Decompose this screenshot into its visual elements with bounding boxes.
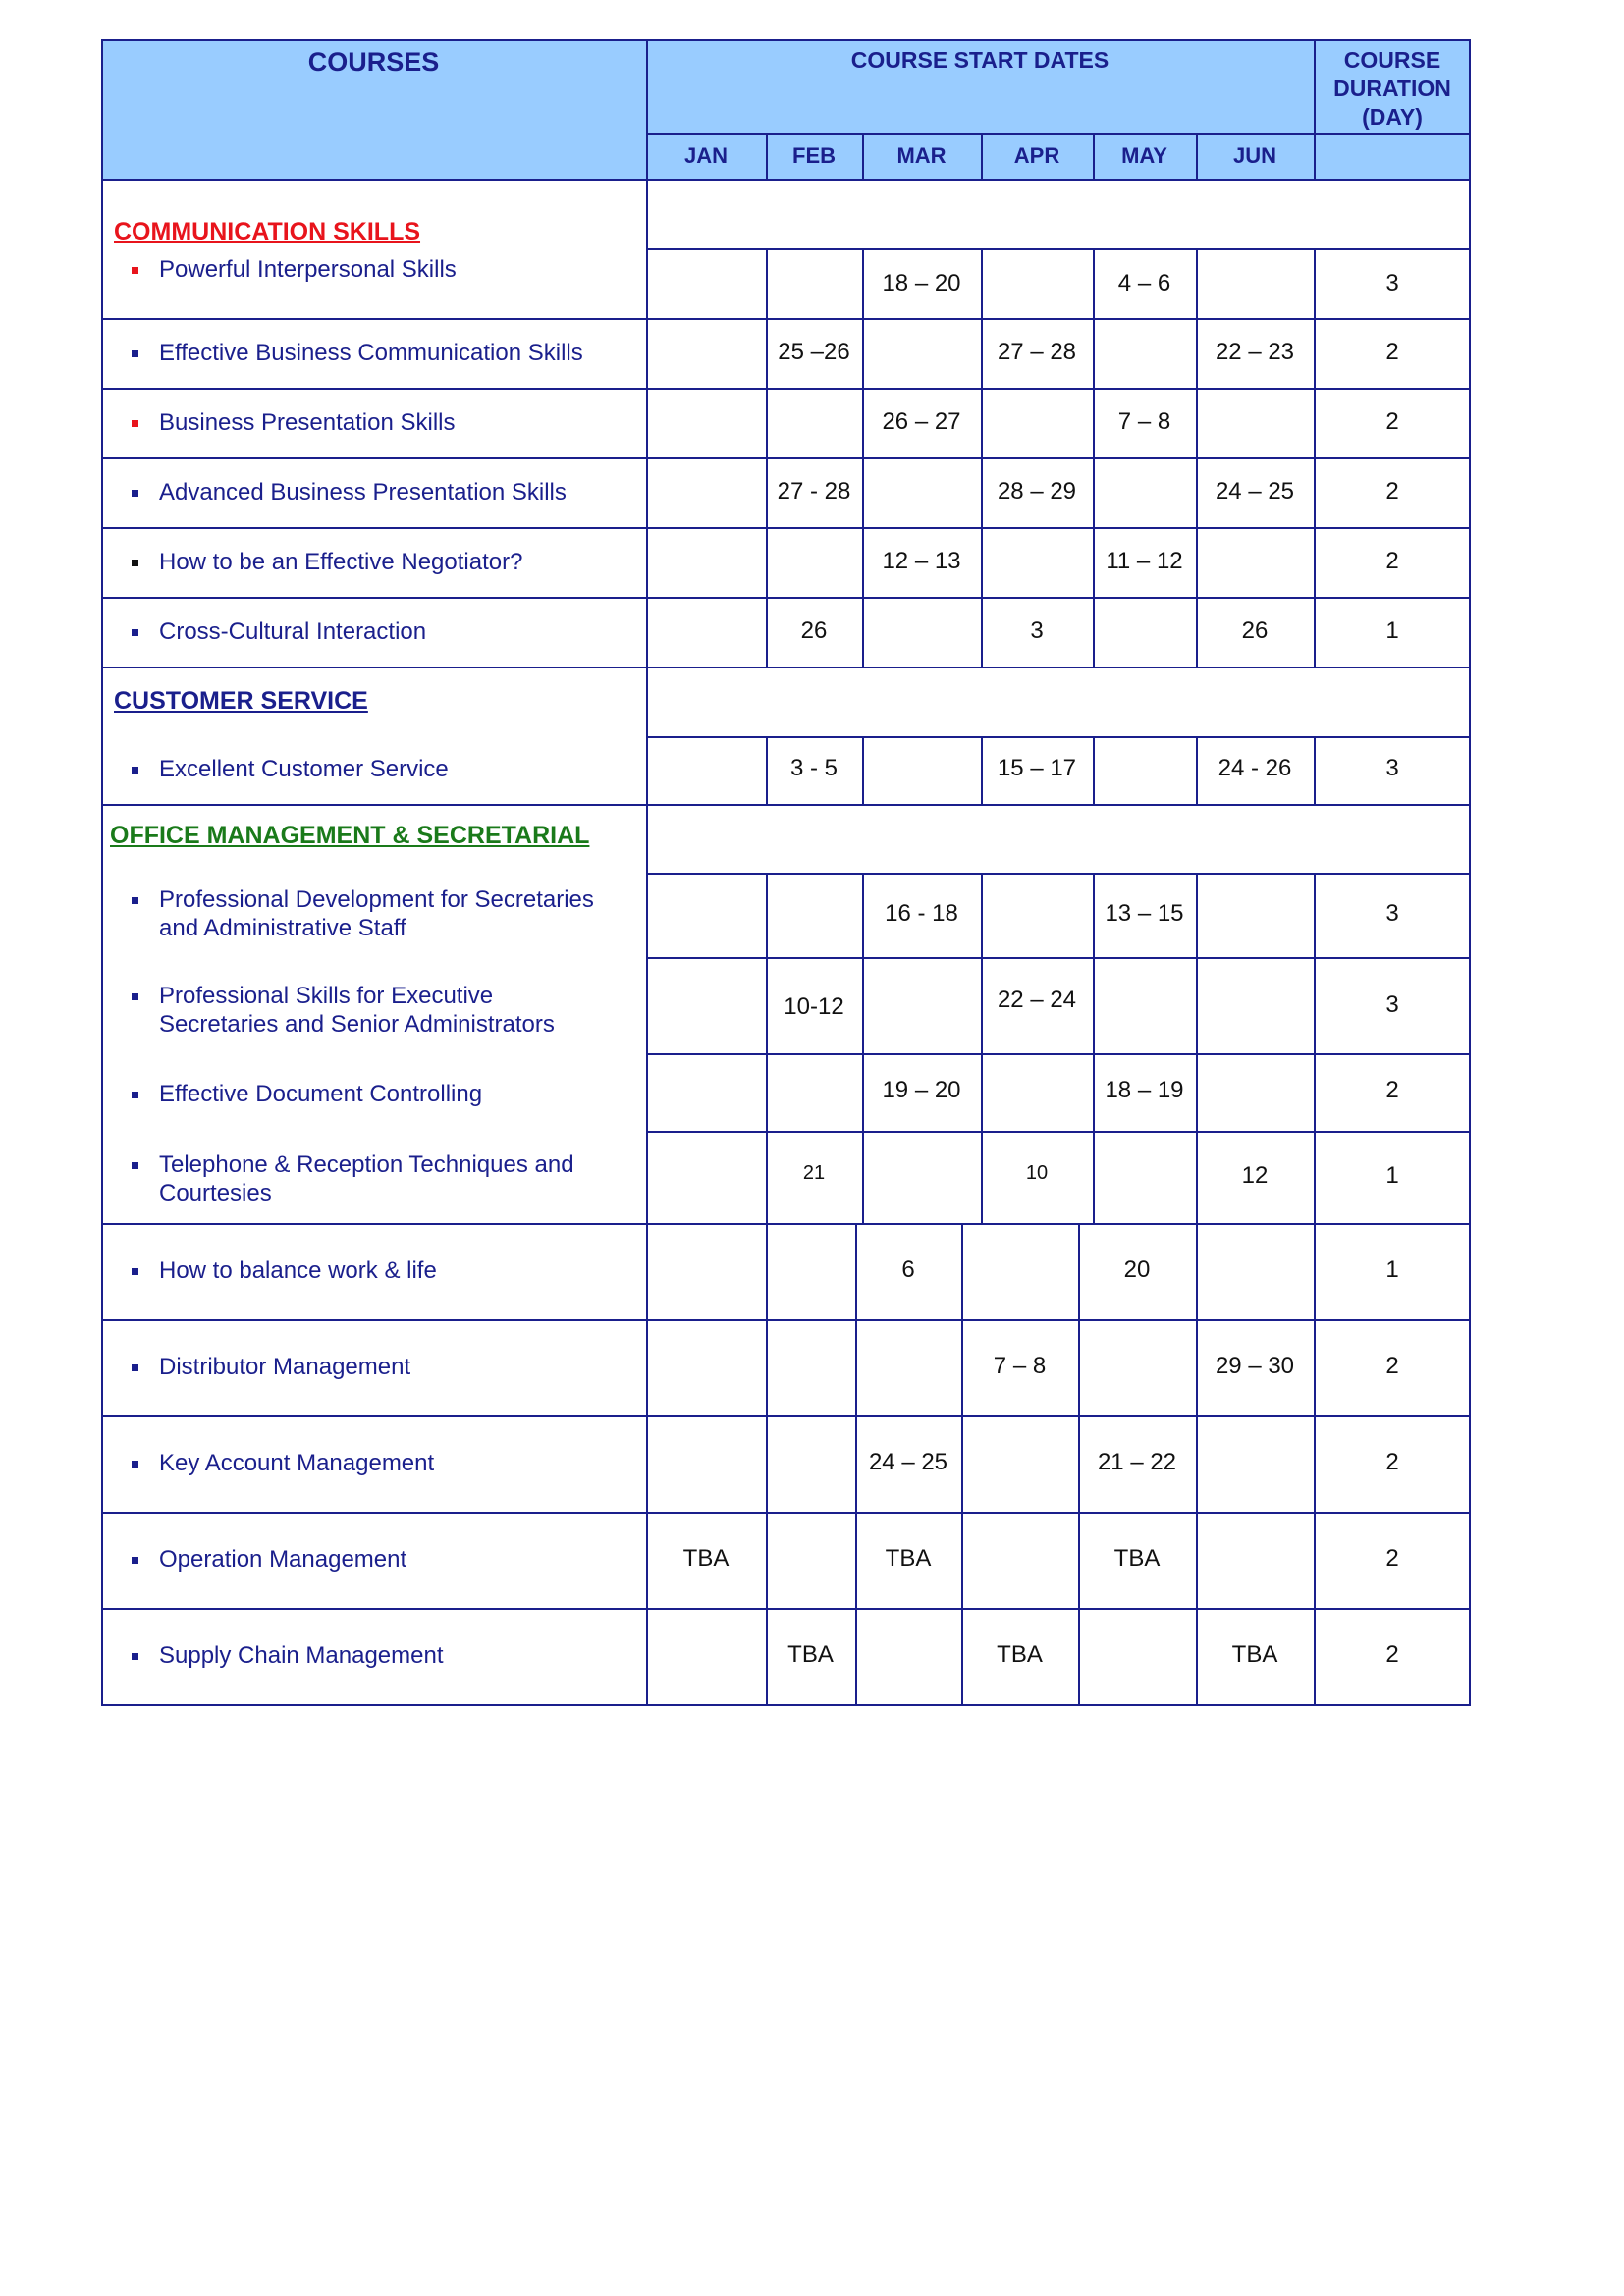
grid-line [1314, 39, 1316, 179]
date-cell-mar: 6 [901, 1256, 915, 1283]
date-cell-apr: 15 – 17 [997, 755, 1077, 781]
duration-cell: 2 [1385, 1353, 1399, 1379]
grid-line [1093, 457, 1095, 527]
grid-line [646, 1704, 1471, 1706]
bullet-icon [132, 350, 138, 357]
duration-cell: 1 [1385, 617, 1399, 644]
bullet-icon [132, 629, 138, 636]
grid-line [766, 1415, 768, 1512]
grid-line [981, 388, 983, 457]
grid-line [1093, 1131, 1095, 1223]
bullet-icon [132, 1557, 138, 1564]
grid-line [646, 1131, 1471, 1133]
grid-line [646, 1223, 1471, 1225]
month-header-feb: FEB [792, 143, 836, 168]
grid-line [1196, 1053, 1198, 1131]
grid-line [101, 318, 646, 320]
month-header-mar: MAR [896, 143, 947, 168]
date-cell-apr: 28 – 29 [997, 478, 1077, 505]
month-header-apr: APR [1013, 143, 1060, 168]
grid-line [1196, 1223, 1198, 1319]
grid-line [1196, 248, 1198, 318]
date-cell-mar: 12 – 13 [882, 548, 961, 574]
course-title: Effective Business Communication Skills [159, 340, 583, 366]
course-title: Telephone & Reception Techniques and [159, 1151, 574, 1178]
grid-line [646, 667, 1471, 668]
grid-line [862, 597, 864, 667]
date-cell-feb: 26 [800, 617, 828, 644]
grid-line [961, 1512, 963, 1608]
grid-line [646, 1319, 1471, 1321]
grid-line [101, 39, 103, 1705]
duration-cell: 1 [1385, 1256, 1399, 1283]
date-cell-jun: 24 - 26 [1218, 755, 1292, 781]
course-title: Effective Document Controlling [159, 1081, 483, 1107]
date-cell-may: 7 – 8 [1117, 408, 1171, 435]
grid-line [981, 527, 983, 597]
grid-line [981, 1053, 983, 1131]
grid-line [101, 39, 1471, 41]
grid-line [981, 133, 983, 179]
grid-line [101, 457, 646, 459]
grid-line [101, 667, 646, 668]
date-cell-apr: 3 [1030, 617, 1044, 644]
course-title: Business Presentation Skills [159, 409, 456, 436]
date-cell-may: 4 – 6 [1117, 270, 1171, 296]
grid-line [981, 873, 983, 957]
grid-line [961, 1415, 963, 1512]
grid-line [646, 957, 1471, 959]
grid-line [646, 597, 1471, 599]
grid-line [646, 179, 1471, 181]
duration-header: (DAY) [1362, 104, 1423, 130]
grid-line [1093, 318, 1095, 388]
duration-header: COURSE [1343, 47, 1441, 73]
grid-line [1196, 527, 1198, 597]
course-title: Key Account Management [159, 1450, 435, 1476]
month-header-jun: JUN [1232, 143, 1276, 168]
course-title: Professional Development for Secretaries [159, 886, 594, 913]
date-cell-may: 13 – 15 [1105, 900, 1184, 927]
grid-line [862, 957, 864, 1053]
bullet-icon [132, 420, 138, 427]
grid-line [1093, 133, 1095, 179]
date-cell-may: TBA [1113, 1545, 1161, 1572]
grid-line [862, 1131, 864, 1223]
course-start-dates-header: COURSE START DATES [850, 47, 1110, 73]
grid-line [766, 1223, 768, 1319]
bullet-icon [132, 767, 138, 774]
grid-line [1078, 1319, 1080, 1415]
date-cell-mar: 18 – 20 [882, 270, 961, 296]
date-cell-apr: 22 – 24 [997, 987, 1077, 1013]
bullet-icon [132, 1653, 138, 1660]
grid-line [646, 873, 1471, 875]
category-heading: COMMUNICATION SKILLS [114, 218, 421, 245]
grid-line [646, 1608, 1471, 1610]
grid-line [766, 1512, 768, 1608]
date-cell-feb: 3 - 5 [789, 755, 839, 781]
grid-line [1093, 957, 1095, 1053]
date-cell-jan: TBA [682, 1545, 730, 1572]
date-cell-may: 18 – 19 [1105, 1077, 1184, 1103]
bullet-icon [132, 1461, 138, 1468]
date-cell-mar: 24 – 25 [868, 1449, 948, 1475]
duration-cell: 3 [1385, 991, 1399, 1018]
grid-line [855, 1319, 857, 1415]
grid-line [646, 388, 1471, 390]
date-cell-may: 21 – 22 [1097, 1449, 1177, 1475]
grid-line [101, 804, 646, 806]
course-title: Supply Chain Management [159, 1642, 444, 1669]
duration-cell: 1 [1385, 1162, 1399, 1189]
duration-header: DURATION [1333, 76, 1451, 101]
duration-cell: 2 [1385, 408, 1399, 435]
grid-line [766, 133, 768, 179]
course-title: Professional Skills for Executive [159, 983, 494, 1009]
grid-line [862, 318, 864, 388]
grid-line [961, 1223, 963, 1319]
course-title: Secretaries and Senior Administrators [159, 1011, 555, 1038]
grid-line [101, 1415, 646, 1417]
grid-line [646, 248, 1471, 250]
category-heading: CUSTOMER SERVICE [114, 687, 368, 715]
grid-line [646, 804, 1471, 806]
grid-line [1078, 1608, 1080, 1704]
duration-cell: 3 [1385, 270, 1399, 296]
grid-line [646, 1053, 1471, 1055]
bullet-icon [132, 1092, 138, 1098]
grid-line [646, 1512, 1471, 1514]
grid-line [101, 1512, 646, 1514]
grid-line [766, 388, 768, 457]
course-title: Powerful Interpersonal Skills [159, 256, 457, 283]
duration-cell: 3 [1385, 755, 1399, 781]
course-title: Advanced Business Presentation Skills [159, 479, 567, 506]
date-cell-jun: 29 – 30 [1215, 1353, 1295, 1379]
grid-line [101, 388, 646, 390]
date-cell-mar: 19 – 20 [882, 1077, 961, 1103]
date-cell-jun: TBA [1231, 1641, 1278, 1668]
grid-line [101, 1608, 646, 1610]
date-cell-apr: 7 – 8 [993, 1353, 1047, 1379]
duration-cell: 2 [1385, 478, 1399, 505]
grid-line [862, 133, 864, 179]
duration-cell: 2 [1385, 1545, 1399, 1572]
grid-line [766, 527, 768, 597]
grid-line [646, 318, 1471, 320]
date-cell-feb: 21 [802, 1162, 826, 1184]
date-cell-jun: 22 – 23 [1215, 339, 1295, 365]
bullet-icon [132, 1268, 138, 1275]
grid-line [101, 1223, 646, 1225]
duration-cell: 2 [1385, 1449, 1399, 1475]
course-title: Courtesies [159, 1180, 272, 1206]
grid-line [101, 1704, 646, 1706]
date-cell-mar: 16 - 18 [885, 900, 958, 927]
date-cell-apr: 27 – 28 [997, 339, 1077, 365]
date-cell-jun: 26 [1241, 617, 1269, 644]
duration-cell: 2 [1385, 1077, 1399, 1103]
grid-line [1196, 133, 1198, 179]
grid-line [766, 1053, 768, 1131]
course-title: How to balance work & life [159, 1257, 437, 1284]
grid-line [1196, 873, 1198, 957]
grid-line [766, 248, 768, 318]
grid-line [981, 248, 983, 318]
category-heading: OFFICE MANAGEMENT & SECRETARIAL [110, 822, 590, 849]
date-cell-may: 11 – 12 [1106, 548, 1183, 574]
date-cell-apr: 10 [1025, 1162, 1049, 1184]
grid-line [101, 1319, 646, 1321]
date-cell-mar: 26 – 27 [882, 408, 961, 435]
grid-line [1196, 1415, 1198, 1512]
courses-header: COURSES [307, 47, 440, 77]
grid-line [646, 1415, 1471, 1417]
course-title: How to be an Effective Negotiator? [159, 549, 523, 575]
month-header-may: MAY [1121, 143, 1167, 168]
grid-line [1196, 1512, 1198, 1608]
grid-line [646, 527, 1471, 529]
grid-line [855, 1608, 857, 1704]
date-cell-jun: 12 [1241, 1162, 1269, 1189]
duration-cell: 3 [1385, 900, 1399, 927]
grid-line [1093, 736, 1095, 804]
bullet-icon [132, 1162, 138, 1169]
date-cell-feb: TBA [787, 1641, 834, 1668]
date-cell-jun: 24 – 25 [1215, 478, 1295, 505]
grid-line [862, 457, 864, 527]
bullet-icon [132, 560, 138, 566]
bullet-icon [132, 897, 138, 904]
course-title: Distributor Management [159, 1354, 411, 1380]
duration-cell: 2 [1385, 1641, 1399, 1668]
bullet-icon [132, 490, 138, 497]
grid-line [1196, 957, 1198, 1053]
grid-line [646, 133, 1471, 135]
grid-line [766, 873, 768, 957]
date-cell-feb: 10-12 [784, 993, 844, 1020]
date-cell-feb: 25 –26 [778, 339, 850, 365]
duration-cell: 2 [1385, 548, 1399, 574]
date-cell-may: 20 [1123, 1256, 1151, 1283]
bullet-icon [132, 267, 138, 274]
grid-line [101, 527, 646, 529]
course-title: and Administrative Staff [159, 915, 406, 941]
grid-line [646, 457, 1471, 459]
grid-line [766, 1319, 768, 1415]
grid-line [1196, 388, 1198, 457]
date-cell-mar: TBA [885, 1545, 932, 1572]
date-cell-apr: TBA [997, 1641, 1043, 1668]
month-header-jan: JAN [683, 143, 728, 168]
grid-line [1093, 597, 1095, 667]
grid-line [862, 736, 864, 804]
date-cell-feb: 27 - 28 [777, 478, 851, 505]
duration-cell: 2 [1385, 339, 1399, 365]
course-title: Cross-Cultural Interaction [159, 618, 427, 645]
grid-line [646, 736, 1471, 738]
bullet-icon [132, 993, 138, 1000]
course-title: Excellent Customer Service [159, 756, 449, 782]
grid-line [101, 597, 646, 599]
course-title: Operation Management [159, 1546, 407, 1573]
bullet-icon [132, 1364, 138, 1371]
